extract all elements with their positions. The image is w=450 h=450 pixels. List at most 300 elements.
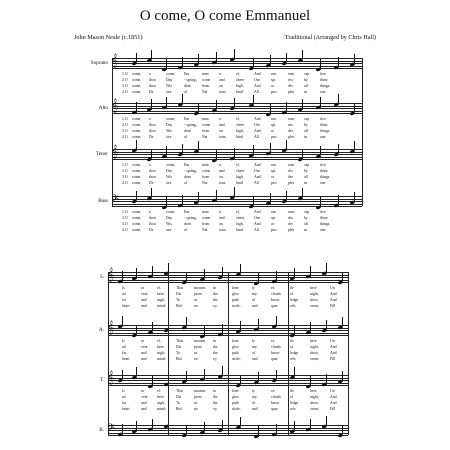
system1-lyric: thine xyxy=(320,123,328,127)
system2-lyric: ly xyxy=(252,339,255,343)
system2-lyric: Bid xyxy=(176,357,182,361)
system1-lyric: man xyxy=(202,163,209,167)
system2-lyric: mind; xyxy=(157,304,166,308)
system1-verse-number: 4.O xyxy=(122,135,128,139)
part-label: Bass xyxy=(98,198,108,204)
note-stem xyxy=(234,187,235,196)
note-stem xyxy=(136,421,137,430)
note-stem xyxy=(342,371,343,380)
treble-clef: 𝄞 xyxy=(111,98,119,112)
note-stem xyxy=(294,325,295,334)
system2-barline xyxy=(168,272,169,435)
system2-lyric: mourns xyxy=(194,389,206,393)
note-stem xyxy=(342,425,343,434)
treble-clef: 𝄞 xyxy=(107,370,115,384)
system2-lyric: in xyxy=(213,286,216,290)
note-stem xyxy=(354,192,355,201)
system1-lyric: come, xyxy=(132,78,142,82)
system1-lyric: thou xyxy=(149,129,156,133)
treble-clef: 𝄞 xyxy=(107,320,115,334)
system1-lyric: sire xyxy=(166,228,172,232)
system1-lyric: all xyxy=(304,84,308,88)
note-stem xyxy=(302,188,303,197)
note-stem xyxy=(240,321,241,330)
system1-lyric: on xyxy=(219,175,223,179)
part-label: T. xyxy=(99,377,104,383)
system1-lyric: all xyxy=(304,129,308,133)
system2-lyric: To xyxy=(176,351,180,355)
system2-lyric: And xyxy=(330,298,337,302)
note-stem xyxy=(151,149,152,158)
system1-lyric: spi xyxy=(271,78,276,82)
system1-lyric: Nat xyxy=(202,181,208,185)
system2-lyric: And xyxy=(330,351,337,355)
system1-lyric: tive xyxy=(320,163,326,167)
part-label: B. xyxy=(99,427,104,433)
system2-lyric: Fill xyxy=(330,407,336,411)
system2-lyric: of xyxy=(290,345,294,349)
staff-line xyxy=(112,149,362,150)
system1-lyric: rits xyxy=(288,78,293,82)
system2-lyric: heart xyxy=(122,357,130,361)
note-stem xyxy=(276,370,277,379)
system1-lyric: all xyxy=(304,222,308,226)
note-stem xyxy=(326,320,327,329)
system1-lyric: And xyxy=(254,129,261,133)
system1-lyric: thine xyxy=(320,216,328,220)
system1-lyric: peo xyxy=(271,228,277,232)
system1-lyric: u xyxy=(219,72,221,76)
note-stem xyxy=(152,419,153,428)
system1-lyric: tive xyxy=(320,210,326,214)
note-stem xyxy=(338,94,339,103)
system1-lyric: of xyxy=(184,228,188,232)
system1-lyric: tive xyxy=(320,117,326,121)
system2-barline xyxy=(288,272,289,435)
system2-lyric: nigh; xyxy=(157,298,165,302)
system1-lyric: De xyxy=(149,135,154,139)
system2-lyric: the xyxy=(213,401,218,405)
part-label: Tenor xyxy=(95,151,108,157)
system1-lyric: of xyxy=(184,181,188,185)
system2-lyric: path xyxy=(232,401,239,405)
system2-lyric: and xyxy=(141,298,147,302)
system2-lyric: path xyxy=(232,298,239,302)
system2-lyric: show, xyxy=(310,401,319,405)
system1-lyric: of xyxy=(184,135,188,139)
system1-lyric: u xyxy=(219,210,221,214)
system2-lyric: Un xyxy=(330,389,335,393)
system1-lyric: Nat xyxy=(202,135,208,139)
system1-lyric: - spring, xyxy=(184,216,197,220)
system2-lyric: That xyxy=(176,339,183,343)
system2-lyric: lone xyxy=(232,389,239,393)
note-stem xyxy=(253,95,254,104)
staff-line xyxy=(112,106,362,107)
system2-lyric: the xyxy=(213,292,218,296)
staff-line xyxy=(112,103,362,104)
note-stem xyxy=(198,141,199,150)
system1-lyric: sire xyxy=(166,135,172,139)
system2-lyric: And xyxy=(330,401,337,405)
system1-lyric: things, xyxy=(320,84,331,88)
system1-lyric: thou xyxy=(149,123,156,127)
system2-lyric: and xyxy=(141,304,147,308)
note-stem xyxy=(122,271,123,280)
note-stem xyxy=(216,150,217,159)
note-stem xyxy=(270,143,271,152)
system2-lyric: rels xyxy=(290,357,296,361)
system2-lyric: en xyxy=(194,407,198,411)
system1-lyric: one xyxy=(320,181,326,185)
note-stem xyxy=(186,425,187,434)
system1-lyric: Day xyxy=(166,123,173,127)
note-stem xyxy=(216,52,217,61)
note-stem xyxy=(258,426,259,435)
system2-lyric: Is xyxy=(122,286,125,290)
system1-lyric: - spring, xyxy=(184,78,197,82)
system2-lyric: perse xyxy=(194,345,203,349)
system2-lyric: clouds xyxy=(271,345,281,349)
system2-lyric: Is xyxy=(122,339,125,343)
system1-lyric: come, xyxy=(132,163,142,167)
system2-lyric: clouds xyxy=(271,292,281,296)
staff-line xyxy=(112,152,362,153)
system2-lyric: gloo xyxy=(232,345,239,349)
system2-lyric: Un xyxy=(330,339,335,343)
system1-lyric: der xyxy=(288,84,293,88)
system1-lyric: by xyxy=(304,216,308,220)
staff-line xyxy=(112,113,362,114)
system2-lyric: path xyxy=(232,351,239,355)
system2-lyric: night, xyxy=(310,345,319,349)
system1-lyric: Our xyxy=(254,169,260,173)
system2-lyric: the xyxy=(213,351,218,355)
system1-verse-number: 2.O xyxy=(122,216,128,220)
system1-lyric: thine xyxy=(320,78,328,82)
system1-lyric: ran xyxy=(271,210,276,214)
system1-lyric: ples xyxy=(288,90,295,94)
note-stem xyxy=(166,97,167,106)
system1-lyric: Em xyxy=(184,163,190,167)
system2-lyric: and xyxy=(252,304,258,308)
note-stem xyxy=(186,371,187,380)
system2-lyric: perse xyxy=(194,292,203,296)
system1-verse-number: 1.O xyxy=(122,163,128,167)
system2-lyric: mind; xyxy=(157,407,166,411)
note-stem xyxy=(270,55,271,64)
note-stem xyxy=(294,421,295,430)
note-stem xyxy=(168,263,169,272)
system2-lyric: of xyxy=(252,351,256,355)
system1-lyric: from xyxy=(202,129,210,133)
system2-lyric: ledge xyxy=(290,298,299,302)
system1-lyric: o xyxy=(149,163,151,167)
system1-lyric: high, xyxy=(236,84,244,88)
note-stem xyxy=(338,144,339,153)
system2-lyric: here; xyxy=(157,395,165,399)
system2-lyric: vent xyxy=(141,345,148,349)
note-stem xyxy=(136,53,137,62)
note-stem xyxy=(152,322,153,331)
system1-verse-number: 2.O xyxy=(122,78,128,82)
system2-lyric: quar xyxy=(271,357,278,361)
system2-lyric: lone xyxy=(232,339,239,343)
system1-lyric: of xyxy=(184,90,188,94)
system1-verse-number: 4.O xyxy=(122,228,128,232)
system1-lyric: u xyxy=(219,163,221,167)
note-stem xyxy=(234,98,235,107)
system2-lyric: ly xyxy=(252,389,255,393)
system1-lyric: come, xyxy=(132,135,142,139)
note-stem xyxy=(342,272,343,281)
system1-lyric: Nat xyxy=(202,228,208,232)
note-stem xyxy=(276,316,277,325)
system1-lyric: All xyxy=(254,90,259,94)
system2-lyric: know xyxy=(271,351,280,355)
system1-lyric: cheer xyxy=(236,78,245,82)
system2-lyric: quar xyxy=(271,304,278,308)
system1-lyric: som xyxy=(288,72,295,76)
system1-lyric: come xyxy=(202,123,211,127)
system1-lyric: come xyxy=(202,216,211,220)
system1-lyric: And xyxy=(254,84,261,88)
system1-lyric: Wis xyxy=(166,222,172,226)
note-stem xyxy=(166,59,167,68)
system1-lyric: from xyxy=(202,222,210,226)
system2-lyric: heart xyxy=(122,304,130,308)
system1-lyric: in xyxy=(304,135,307,139)
system1-lyric: Our xyxy=(254,216,260,220)
note-stem xyxy=(186,272,187,281)
system1-verse-number: 3.O xyxy=(122,175,128,179)
system2-lyric: here xyxy=(310,389,317,393)
system1-lyric: on xyxy=(219,222,223,226)
system2-lyric: ile xyxy=(290,389,294,393)
note-stem xyxy=(294,268,295,277)
system1-lyric: rits xyxy=(288,123,293,127)
composer-credit: Traditional (Arranged by Chris Hall) xyxy=(284,34,376,41)
note-stem xyxy=(302,50,303,59)
system1-lyric: and xyxy=(219,216,225,220)
system2-lyric: quar xyxy=(271,407,278,411)
system2-lyric: us xyxy=(194,401,198,405)
staff-line xyxy=(112,206,362,207)
system2-lyric: strife, xyxy=(232,304,241,308)
system1-lyric: come, xyxy=(132,117,142,121)
system1-lyric: spi xyxy=(271,169,276,173)
system2-lyric: en xyxy=(194,304,198,308)
system2-lyric: and xyxy=(252,357,258,361)
part-label: Alto xyxy=(98,105,108,111)
system1-lyric: - spring, xyxy=(184,169,197,173)
system1-lyric: o xyxy=(149,117,151,121)
staff-line xyxy=(112,63,362,64)
system1-lyric: Em xyxy=(184,210,190,214)
note-stem xyxy=(286,53,287,62)
system1-lyric: som xyxy=(288,210,295,214)
system1-barline-left xyxy=(112,58,113,206)
system2-lyric: ex xyxy=(271,339,275,343)
note-stem xyxy=(326,263,327,272)
score-title: O come, O come Emmanuel xyxy=(139,8,311,24)
system1-lyric: or xyxy=(271,222,275,226)
system2-lyric: ledge xyxy=(290,351,299,355)
note-stem xyxy=(276,424,277,433)
system1-verse-number: 1.O xyxy=(122,210,128,214)
note-stem xyxy=(258,319,259,328)
system1-lyric: bind xyxy=(236,90,243,94)
system2-lyric: Bid xyxy=(176,407,182,411)
system2-lyric: my xyxy=(252,292,257,296)
system1-lyric: all xyxy=(304,175,308,179)
note-stem xyxy=(234,49,235,58)
system2-lyric: night, xyxy=(310,395,319,399)
system1-lyric: one xyxy=(320,228,326,232)
system1-lyric: Em xyxy=(184,72,190,76)
system1-lyric: or xyxy=(271,129,275,133)
note-stem xyxy=(136,191,137,200)
system2-lyric: mourns xyxy=(194,339,206,343)
system1-lyric: come, xyxy=(132,181,142,185)
system2-lyric: vent xyxy=(141,292,148,296)
system2-lyric: here; xyxy=(157,292,165,296)
system1-lyric: ran xyxy=(271,72,276,76)
system1-lyric: ions, xyxy=(219,135,227,139)
system1-lyric: cap xyxy=(304,163,310,167)
system1-lyric: sire xyxy=(166,181,172,185)
lyricist-credit: John Mason Neale (c.1851) xyxy=(74,34,143,41)
system2-lyric: And xyxy=(330,292,337,296)
system1-lyric: All xyxy=(254,181,259,185)
note-stem xyxy=(320,146,321,155)
note-stem xyxy=(253,196,254,205)
system1-lyric: man xyxy=(202,210,209,214)
note-stem xyxy=(338,57,339,66)
system2-lyric: And xyxy=(330,395,337,399)
system2-lyric: ex xyxy=(271,389,275,393)
note-stem xyxy=(216,100,217,109)
note-stem xyxy=(136,102,137,111)
system2-lyric: here xyxy=(310,339,317,343)
system1-lyric: o xyxy=(149,210,151,214)
system1-lyric: come, xyxy=(166,72,176,76)
system1-lyric: ions, xyxy=(219,228,227,232)
system1-lyric: ions, xyxy=(219,90,227,94)
system1-lyric: come, xyxy=(132,169,142,173)
staff-line xyxy=(112,204,362,205)
note-stem xyxy=(182,94,183,103)
note-stem xyxy=(342,317,343,326)
system1-lyric: dom xyxy=(184,129,191,133)
note-stem xyxy=(270,193,271,202)
system2-lyric: And xyxy=(330,345,337,349)
system1-lyric: ran xyxy=(271,163,276,167)
system2-lyric: the xyxy=(213,298,218,302)
system1-lyric: And xyxy=(254,210,261,214)
system1-verse-number: 4.O xyxy=(122,90,128,94)
note-stem xyxy=(198,54,199,63)
system1-lyric: rits xyxy=(288,216,293,220)
system1-lyric: Wis xyxy=(166,84,172,88)
system2-lyric: Fill xyxy=(330,304,336,308)
system1-lyric: Day xyxy=(166,169,173,173)
system2-lyric: ra xyxy=(141,286,144,290)
system1-lyric: in xyxy=(304,181,307,185)
system1-lyric: Wis xyxy=(166,129,172,133)
system1-lyric: come, xyxy=(132,123,142,127)
system2-lyric: nigh; xyxy=(157,401,165,405)
part-label: Soprano xyxy=(90,60,108,66)
system1-lyric: som xyxy=(288,163,295,167)
system1-barline-right xyxy=(362,58,363,206)
note-stem xyxy=(186,317,187,326)
note-stem xyxy=(182,195,183,204)
system1-lyric: u xyxy=(219,117,221,121)
system1-lyric: from xyxy=(202,175,210,179)
system1-lyric: Nat xyxy=(202,90,208,94)
system2-barline-right xyxy=(348,272,349,435)
system1-lyric: dom xyxy=(184,175,191,179)
system1-lyric: and xyxy=(219,78,225,82)
system1-lyric: Day xyxy=(166,216,173,220)
system1-lyric: man xyxy=(202,117,209,121)
system2-lyric: nigh; xyxy=(157,351,165,355)
note-stem xyxy=(151,50,152,59)
system1-lyric: by xyxy=(304,123,308,127)
system2-lyric: Dis xyxy=(176,345,182,349)
system1-lyric: And xyxy=(254,72,261,76)
system2-lyric: and xyxy=(141,351,147,355)
note-stem xyxy=(253,58,254,67)
note-stem xyxy=(320,59,321,68)
system1-lyric: come, xyxy=(132,222,142,226)
system2-lyric: ile xyxy=(290,339,294,343)
system1-lyric: el, xyxy=(236,72,240,76)
treble-clef: 𝄞 xyxy=(111,144,119,158)
system1-lyric: rits xyxy=(288,169,293,173)
system1-lyric: der xyxy=(288,222,293,226)
system2-lyric: in xyxy=(213,389,216,393)
note-stem xyxy=(136,367,137,376)
system2-lyric: heart xyxy=(122,407,130,411)
system2-lyric: mind; xyxy=(157,357,166,361)
system1-lyric: spi xyxy=(271,216,276,220)
note-stem xyxy=(310,266,311,275)
part-label: A. xyxy=(98,327,104,333)
system1-lyric: el, xyxy=(236,117,240,121)
system1-lyric: come, xyxy=(132,210,142,214)
system1-lyric: bind xyxy=(236,228,243,232)
system2-lyric: ex xyxy=(271,286,275,290)
note-stem xyxy=(354,54,355,63)
system1-lyric: in xyxy=(304,228,307,232)
note-stem xyxy=(258,273,259,282)
system2-lyric: vy, xyxy=(213,407,218,411)
system1-lyric: All xyxy=(254,228,259,232)
note-stem xyxy=(302,149,303,158)
system2-lyric: here; xyxy=(157,345,165,349)
system1-lyric: cheer xyxy=(236,169,245,173)
system1-verse-number: 3.O xyxy=(122,222,128,226)
system1-lyric: things, xyxy=(320,129,331,133)
system2-lyric: cease; xyxy=(310,304,320,308)
system1-lyric: come, xyxy=(132,129,142,133)
note-stem xyxy=(151,188,152,197)
note-stem xyxy=(286,102,287,111)
system2-lyric: vy, xyxy=(213,304,218,308)
system2-lyric: That xyxy=(176,286,183,290)
